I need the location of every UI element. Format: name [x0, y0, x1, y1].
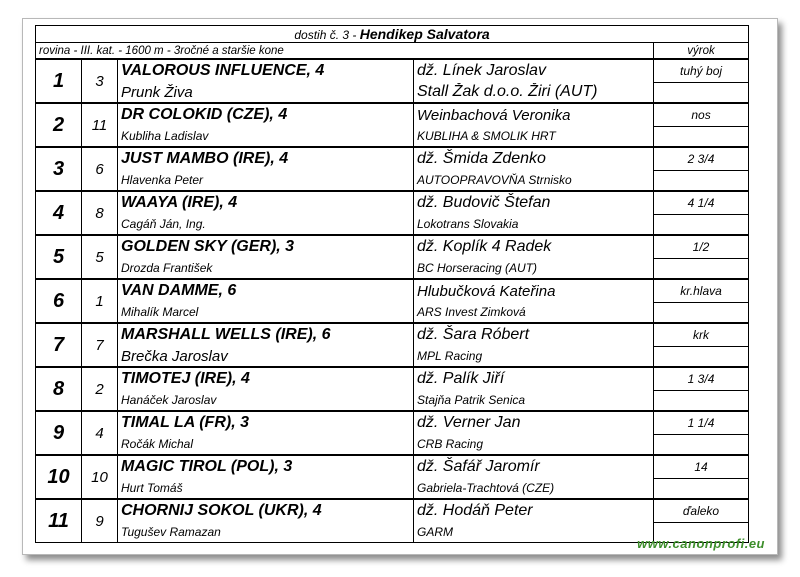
entry-verdict: nos: [654, 103, 749, 127]
results-table: [35, 25, 749, 543]
entry-jockey: dž. Palík Jiří: [414, 367, 654, 391]
entry-detail-row: [36, 259, 749, 280]
entry-jockey: dž. Budovič Štefan: [414, 191, 654, 215]
entry-detail-row: [36, 171, 749, 192]
entry-detail-row: [36, 347, 749, 368]
entry-verdict-blank: [654, 347, 749, 368]
entry-row: [36, 103, 749, 127]
entry-number: 5: [82, 235, 118, 279]
entry-trainer: Hurt Tomáš: [118, 479, 414, 500]
entry-owner: CRB Racing: [414, 435, 654, 456]
entry-jockey: dž. Hodáň Peter: [414, 499, 654, 523]
entry-jockey: dž. Šara Róbert: [414, 323, 654, 347]
entry-verdict: 2 3/4: [654, 147, 749, 171]
entry-detail-row: [36, 127, 749, 148]
entry-owner: MPL Racing: [414, 347, 654, 368]
entry-trainer: Kubliha Ladislav: [118, 127, 414, 148]
entry-place: 5: [36, 235, 82, 279]
entry-horse: CHORNIJ SOKOL (UKR), 4: [118, 499, 414, 523]
entry-place: 7: [36, 323, 82, 367]
race-title-prefix: dostih č. 3 -: [294, 28, 357, 42]
entry-verdict: krk: [654, 323, 749, 347]
entry-horse: GOLDEN SKY (GER), 3: [118, 235, 414, 259]
entry-detail-row: [36, 435, 749, 456]
entry-verdict: ďaleko: [654, 499, 749, 523]
race-title: [36, 26, 749, 43]
entry-verdict-blank: [654, 83, 749, 104]
entry-row: [36, 323, 749, 347]
entry-detail-row: [36, 479, 749, 500]
entry-number: 2: [82, 367, 118, 411]
entry-number: 7: [82, 323, 118, 367]
entry-horse: WAAYA (IRE), 4: [118, 191, 414, 215]
race-conditions-row: [36, 43, 749, 60]
entry-number: 6: [82, 147, 118, 191]
entry-jockey: dž. Šmida Zdenko: [414, 147, 654, 171]
entry-horse: VALOROUS INFLUENCE, 4: [118, 59, 414, 83]
entry-row: [36, 147, 749, 171]
entry-place: 10: [36, 455, 82, 499]
entry-owner: BC Horseracing (AUT): [414, 259, 654, 280]
entry-verdict: kr.hlava: [654, 279, 749, 303]
entry-trainer: Drozda František: [118, 259, 414, 280]
race-title-name: Hendikep Salvatora: [359, 26, 490, 42]
entry-row: [36, 279, 749, 303]
entry-row: [36, 191, 749, 215]
entry-horse: VAN DAMME, 6: [118, 279, 414, 303]
entry-place: 1: [36, 59, 82, 103]
entry-jockey: dž. Koplík 4 Radek: [414, 235, 654, 259]
entry-verdict-blank: [654, 171, 749, 192]
entry-verdict: 1/2: [654, 235, 749, 259]
entry-verdict-blank: [654, 435, 749, 456]
race-conditions: rovina - III. kat. - 1600 m - 3ročné a staršie kone: [36, 43, 654, 60]
entry-trainer: Brečka Jaroslav: [118, 347, 414, 368]
entry-jockey: dž. Línek Jaroslav: [414, 59, 654, 83]
entry-verdict: 1 1/4: [654, 411, 749, 435]
entry-place: 2: [36, 103, 82, 147]
entry-owner: Lokotrans Slovakia: [414, 215, 654, 236]
entry-verdict-blank: [654, 479, 749, 500]
entry-owner: GARM: [414, 523, 654, 543]
entry-number: 3: [82, 59, 118, 103]
entry-place: 8: [36, 367, 82, 411]
race-title-row: [36, 26, 749, 43]
entry-number: 9: [82, 499, 118, 543]
watermark: www.canonprofi.eu: [637, 536, 765, 551]
entry-detail-row: [36, 303, 749, 324]
entry-horse: MARSHALL WELLS (IRE), 6: [118, 323, 414, 347]
entry-detail-row: [36, 391, 749, 412]
entry-trainer: Cagáň Ján, Ing.: [118, 215, 414, 236]
entry-detail-row: [36, 83, 749, 104]
entry-row: [36, 411, 749, 435]
entry-verdict-blank: [654, 215, 749, 236]
entry-number: 1: [82, 279, 118, 323]
entry-trainer: Tugušev Ramazan: [118, 523, 414, 543]
entry-owner: AUTOOPRAVOVŇA Strnisko: [414, 171, 654, 192]
entry-trainer: Ročák Michal: [118, 435, 414, 456]
entry-verdict: 1 3/4: [654, 367, 749, 391]
entry-jockey: Weinbachová Veronika: [414, 103, 654, 127]
entry-trainer: Prunk Živa: [118, 83, 414, 104]
entry-trainer: Hlavenka Peter: [118, 171, 414, 192]
entry-horse: TIMOTEJ (IRE), 4: [118, 367, 414, 391]
entry-owner: Gabriela-Trachtová (CZE): [414, 479, 654, 500]
entry-verdict-blank: [654, 127, 749, 148]
entry-number: 10: [82, 455, 118, 499]
entry-place: 11: [36, 499, 82, 543]
entry-verdict-blank: [654, 303, 749, 324]
entry-owner: Stajňa Patrik Senica: [414, 391, 654, 412]
entry-jockey: dž. Verner Jan: [414, 411, 654, 435]
results-sheet: [22, 18, 778, 555]
entry-horse: JUST MAMBO (IRE), 4: [118, 147, 414, 171]
entry-verdict: 14: [654, 455, 749, 479]
entry-horse: TIMAL LA (FR), 3: [118, 411, 414, 435]
entry-detail-row: [36, 215, 749, 236]
entry-verdict: 4 1/4: [654, 191, 749, 215]
entry-place: 9: [36, 411, 82, 455]
entry-row: [36, 499, 749, 523]
entry-horse: MAGIC TIROL (POL), 3: [118, 455, 414, 479]
entry-row: [36, 235, 749, 259]
entry-place: 4: [36, 191, 82, 235]
entry-number: 4: [82, 411, 118, 455]
entry-verdict-blank: [654, 259, 749, 280]
entry-place: 3: [36, 147, 82, 191]
entry-number: 8: [82, 191, 118, 235]
entry-jockey: dž. Šafář Jaromír: [414, 455, 654, 479]
verdict-header: výrok: [654, 43, 749, 60]
entry-place: 6: [36, 279, 82, 323]
entry-horse: DR COLOKID (CZE), 4: [118, 103, 414, 127]
entry-row: [36, 59, 749, 83]
entry-trainer: Mihalík Marcel: [118, 303, 414, 324]
entry-owner: ARS Invest Zimková: [414, 303, 654, 324]
entry-owner: KUBLIHA & SMOLIK HRT: [414, 127, 654, 148]
entry-number: 11: [82, 103, 118, 147]
entry-owner: Stall Žak d.o.o. Žiri (AUT): [414, 83, 654, 104]
entry-verdict-blank: [654, 391, 749, 412]
entry-row: [36, 455, 749, 479]
entry-verdict: tuhý boj: [654, 59, 749, 83]
entry-jockey: Hlubučková Kateřina: [414, 279, 654, 303]
entry-row: [36, 367, 749, 391]
entry-trainer: Hanáček Jaroslav: [118, 391, 414, 412]
